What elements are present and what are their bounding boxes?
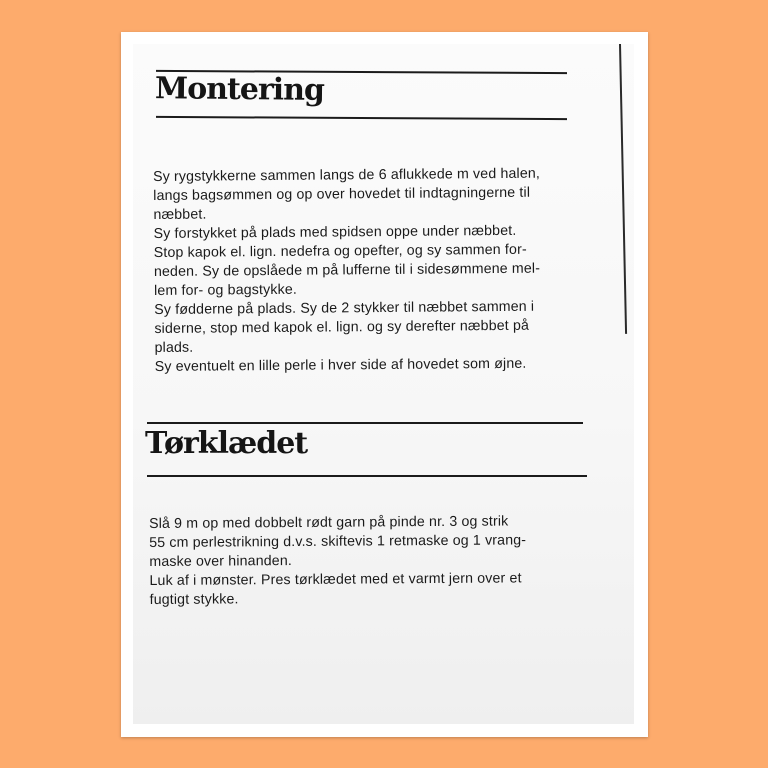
text-line: Sy eventuelt en lille perle i hver side af hovedet som øjne. <box>154 355 527 375</box>
text-line: langs bagsømmen og op over hovedet til indtagningerne til <box>153 184 531 204</box>
text-line: siderne, stop med kapok el. lign. og sy derefter næbbet på <box>154 317 530 337</box>
heading-top-rule <box>147 422 583 424</box>
text-line: plads. <box>154 339 194 356</box>
torklaedet-instructions <box>149 512 527 610</box>
page-edge-line <box>619 44 627 334</box>
text-line: Stop kapok el. lign. nedefra og opefter, og sy sammen for- <box>153 241 527 261</box>
text-line: maske over hinanden. <box>149 553 292 570</box>
heading-bottom-rule <box>147 475 587 477</box>
text-line: Slå 9 m op med dobbelt rødt garn på pinde nr. 3 og strik <box>149 513 509 532</box>
section-heading-torklaedet: Tørklædet <box>145 426 308 461</box>
text-line: Sy forstykket på plads med spidsen oppe under næbbet. <box>153 222 517 242</box>
paper-page <box>121 32 648 737</box>
text-line: neden. Sy de opslåede m på lufferne til i sidesømmene mel- <box>153 260 541 280</box>
text-line: Luk af i mønster. Pres tørklædet med et varmt jern over et <box>149 570 522 589</box>
text-line: Sy fødderne på plads. Sy de 2 stykker til næbbet sammen i <box>154 298 535 318</box>
montering-instructions <box>153 165 542 377</box>
text-line: 55 cm perlestrikning d.v.s. skiftevis 1 retmaske og 1 vrang- <box>149 532 527 551</box>
text-line: lem for- og bagstykke. <box>154 281 298 299</box>
section-heading-montering: Montering <box>154 71 325 108</box>
printed-page <box>133 44 634 724</box>
text-line: fugtigt stykke. <box>149 591 239 608</box>
heading-bottom-rule <box>156 116 567 120</box>
text-line: Sy rygstykkerne sammen langs de 6 aflukkede m ved halen, <box>153 165 541 185</box>
text-line: næbbet. <box>153 206 207 223</box>
